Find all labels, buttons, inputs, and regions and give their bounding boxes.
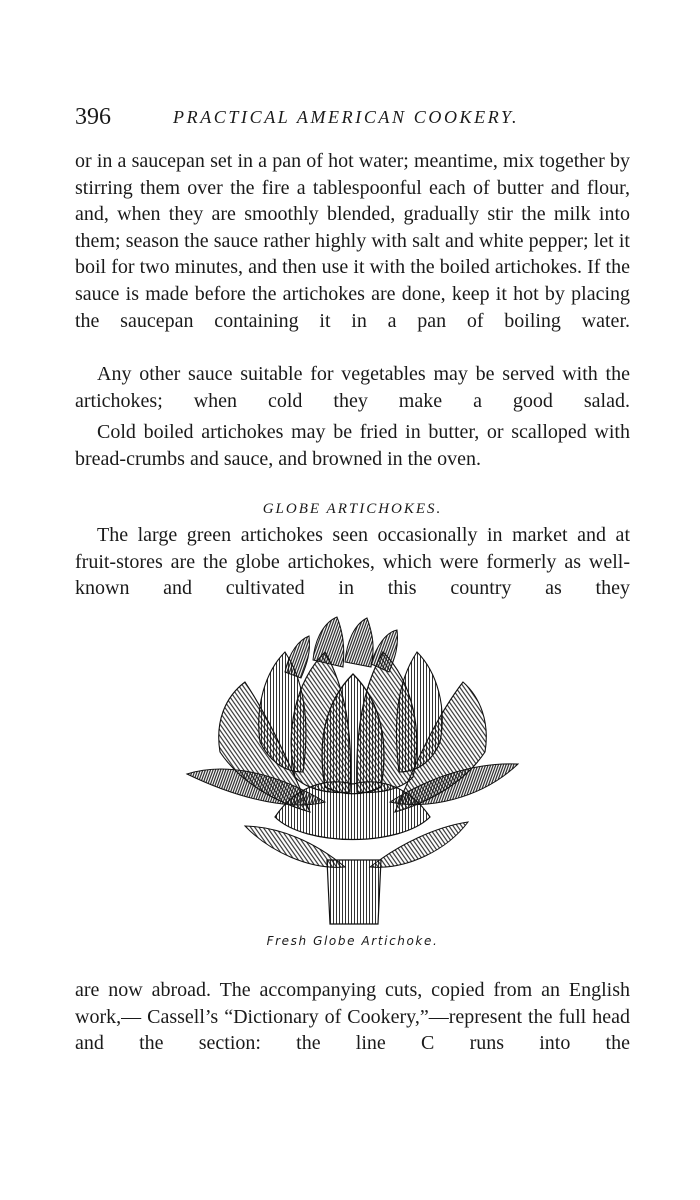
figure-caption: Fresh Globe Artichoke. [266, 934, 439, 948]
running-head: PRACTICAL AMERICAN COOKERY. [173, 107, 520, 127]
paragraph-other-sauce: Any other sauce suitable for vegetables may be served with the artichokes; when cold they make a good salad. [75, 363, 630, 412]
paragraph-sauce-method: or in a saucepan set in a pan of hot water; meantime, mix together by stirring them over the fire a tablespoonful each of butter and flour, and, when they are smoothly blended, gradually stir the milk into them; season the sauce rather highly with salt and white pepper; let it boil for two minutes, and then use it with the boiled artichokes. If the sauce is made before the artichokes are done, keep it hot by placing the saucepan containing it in a pan of boiling water. [75, 150, 630, 332]
page-header [75, 100, 630, 134]
artichoke-illustration [185, 612, 520, 932]
page-number: 396 [75, 104, 111, 130]
section-title: GLOBE ARTICHOKES. [262, 501, 443, 517]
paragraph-globe-continued: are now abroad. The accompanying cuts, copied from an English work,— Cassell’s “Dictionary of Cookery,”—represent the full head and the section: the line C runs into the [75, 979, 630, 1055]
paragraph-cold-artichokes: Cold boiled artichokes may be fried in butter, or scalloped with bread-crumbs and sauce, and browned in the oven. [75, 421, 630, 470]
paragraph-globe-intro: The large green artichokes seen occasionally in market and at fruit-stores are the globe artichokes, which were formerly as well-known and cultivated in this country as they [75, 524, 630, 600]
